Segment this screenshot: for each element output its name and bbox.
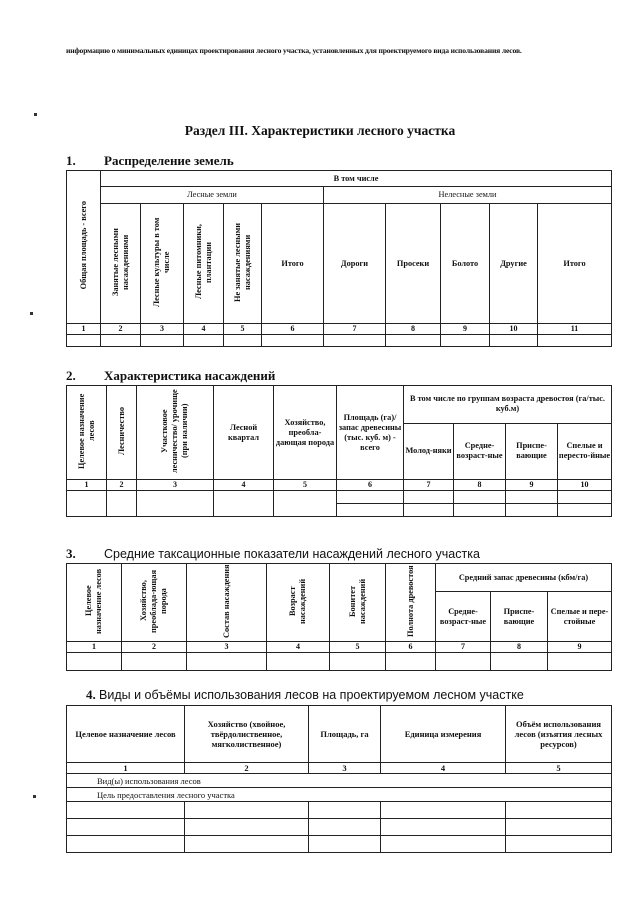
col-header: Другие <box>490 204 538 324</box>
scan-mark <box>30 312 33 315</box>
farm-header: Хозяйство (хвойное, твёрдолиственное, мягколиственное) <box>185 706 309 763</box>
s4-number: 4. <box>86 687 96 702</box>
forestry-header: Лесничество <box>107 386 137 480</box>
mid-header: Средне-возраст-ные <box>454 423 506 479</box>
s1-number: 1. <box>66 153 76 168</box>
s2-number: 2. <box>66 368 76 383</box>
density-header: Полнота древостоя <box>386 564 436 642</box>
purpose-header: Целевое назначение лесов <box>67 386 107 480</box>
s3-heading <box>66 546 480 562</box>
mid-header: Средне-возраст-ные <box>436 592 491 642</box>
s4-title: Виды и объёмы использования лесов на проектируемом лесном участке <box>99 688 524 702</box>
district-header: Участковое лесничество/ урочище (при наличии) <box>137 386 214 480</box>
column-number-row: 1 2 3 4 5 6 7 8 9 <box>67 642 612 653</box>
purpose-header: Целевое назначение лесов <box>67 706 185 763</box>
col-header: Дороги <box>324 204 386 324</box>
s3-title: Средние таксационные показатели насаждений лесного участка <box>104 547 480 561</box>
ripe-header: Спелые и пере-стойные <box>548 592 612 642</box>
goal-label: Цель предоставления лесного участка <box>67 788 612 802</box>
col-header: Просеки <box>386 204 441 324</box>
table-row <box>67 819 612 836</box>
s3-number: 3. <box>66 546 76 561</box>
intro-text: информацию о минимальных единицах проектирования лесного участка, установленных для проектируемого вида использования лесов. <box>66 46 522 55</box>
avg-stock-header: Средний запас древесины (кбм/га) <box>436 564 612 592</box>
column-number-row: 1 2 3 4 5 6 7 8 9 10 <box>67 480 612 491</box>
table-row <box>67 491 612 504</box>
area-header: Площадь (га)/запас древесины (тыс. куб. м) - всего <box>337 386 404 480</box>
column-number-row: 1 2 3 4 5 6 7 8 9 10 11 <box>67 324 612 335</box>
age-groups-header: В том числе по группам возраста древостоя (га/тыс. куб.м) <box>404 386 612 424</box>
scan-mark <box>34 113 37 116</box>
section-title: Раздел III. Характеристики лесного участка <box>184 123 456 138</box>
col-header: Лесные питомники, плантации <box>184 204 224 324</box>
avg-taxation-table <box>66 563 612 671</box>
s1-title: Распределение земель <box>104 153 234 168</box>
forest-lands-header: Лесные земли <box>101 187 324 204</box>
col-header: Итого <box>262 204 324 324</box>
stands-characteristics-table <box>66 385 612 517</box>
table-row <box>67 802 612 819</box>
s2-title: Характеристика насаждений <box>104 368 276 383</box>
col-header: Занятые лесными насаждениями <box>101 204 141 324</box>
use-types-label: Вид(ы) использования лесов <box>67 774 612 788</box>
young-header: Молод-няки <box>404 423 454 479</box>
table-row <box>67 653 612 671</box>
land-distribution-table <box>66 170 612 347</box>
total-area-header: Общая площадь - всего <box>67 171 101 324</box>
col-header: Лесные культуры в том числе <box>141 204 184 324</box>
age-header: Возраст насаждений <box>267 564 330 642</box>
quarter-header: Лесной квартал <box>214 386 274 480</box>
col-header: Итого <box>538 204 612 324</box>
area-header: Площадь, га <box>309 706 381 763</box>
s2-heading <box>66 368 275 384</box>
farm-header: Хозяйство, преобла-дающая порода <box>274 386 337 480</box>
table-row <box>67 774 612 788</box>
col-header: Болото <box>441 204 490 324</box>
purpose-header: Целевое назначение лесов <box>67 564 122 642</box>
ripening-header: Приспе-вающие <box>491 592 548 642</box>
ripening-header: Приспе-вающие <box>506 423 558 479</box>
forest-use-table <box>66 705 612 853</box>
col-header: Не занятые лесными насаждениями <box>224 204 262 324</box>
table-row <box>67 335 612 347</box>
farm-header: Хозяйство, преоблада-ющая порода <box>122 564 187 642</box>
incl-header: В том числе <box>101 171 612 187</box>
bonitet-header: Бонитет насаждений <box>330 564 386 642</box>
s4-heading <box>86 687 524 703</box>
unit-header: Единица измерения <box>381 706 506 763</box>
volume-header: Объём использования лесов (изъятия лесных ресурсов) <box>506 706 612 763</box>
column-number-row: 1 2 3 4 5 <box>67 763 612 774</box>
table-row <box>67 836 612 853</box>
scan-mark <box>33 795 36 798</box>
table-row <box>67 788 612 802</box>
s1-heading <box>66 153 234 169</box>
composition-header: Состав насаждения <box>187 564 267 642</box>
nonforest-lands-header: Нелесные земли <box>324 187 612 204</box>
ripe-header: Спелые и пересто-йные <box>558 423 612 479</box>
